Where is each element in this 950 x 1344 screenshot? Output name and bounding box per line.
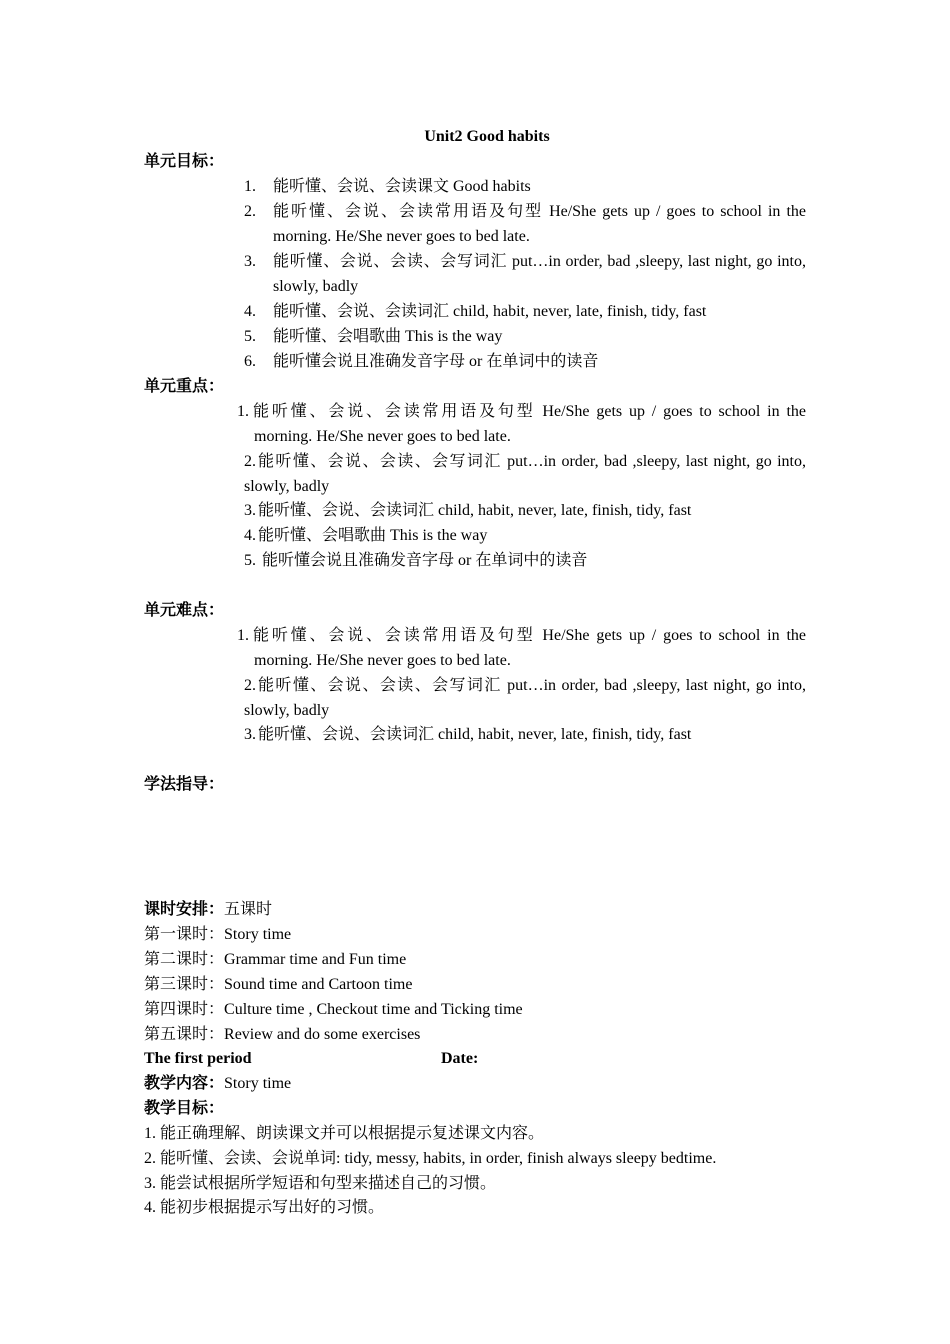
list-item-number: 6. [244,353,256,370]
list-item: 能听懂会说且准确发音字母 or 在单词中的读音 [273,353,599,370]
unit-difficulties-heading: 单元难点： [144,602,225,619]
period-label: 第三课时： [144,976,225,993]
list-item: 能听懂、会说、会读词汇 child, habit, never, late, finish, tidy, fast [258,502,692,519]
list-item: 能听懂、会唱歌曲 This is the way [273,328,503,345]
list-item: 能听懂、会说、会读词汇 child, habit, never, late, finish, tidy, fast [258,726,692,743]
period-value: Story time [224,926,292,943]
list-item-number: 4. [244,303,256,320]
list-item: 能听懂、会说、会读常用语及句型 He/She gets up / goes to school in the [273,203,806,220]
list-item: 能听懂、会唱歌曲 This is the way [258,527,488,544]
period-label: 第五课时： [144,1026,225,1043]
teaching-goals-heading: 教学目标： [144,1100,225,1117]
page-title: Unit2 Good habits [424,128,550,145]
study-guide-heading: 学法指导： [144,776,225,793]
list-item-continuation: slowly, badly [273,278,359,295]
list-item: 2. 能听懂、会读、会说单词: tidy, messy, habits, in order, finish always sleepy bedtime. [144,1150,717,1167]
period-row [144,1025,420,1045]
period-label: 第四课时： [144,1001,225,1018]
list-item: 1. 能正确理解、朗读课文并可以根据提示复述课文内容。 [144,1125,545,1142]
list-item-continuation: slowly, badly [244,702,330,719]
list-item-number: 2. [244,453,256,470]
schedule-line [144,900,272,920]
list-item-number: 3. [244,502,256,519]
list-item-continuation: slowly, badly [244,478,330,495]
unit-key-points-heading: 单元重点： [144,378,225,395]
list-item: 能听懂、会说、会读常用语及句型 He/She gets up / goes to school in the [253,403,806,420]
list-item: 能听懂、会说、会读、会写词汇 put…in order, bad ,sleepy, last night, go into, [258,677,806,694]
list-item-continuation: morning. He/She never goes to bed late. [254,428,511,445]
list-item-number: 5. [244,552,256,569]
period-label: 第二课时： [144,951,225,968]
list-item: 4. 能初步根据提示写出好的习惯。 [144,1199,385,1216]
period-row [144,950,406,970]
period-row [144,1000,523,1020]
list-item: 能听懂会说且准确发音字母 or 在单词中的读音 [258,552,588,569]
list-item: 能听懂、会说、会读常用语及句型 He/She gets up / goes to school in the [253,627,806,644]
unit-goals-heading: 单元目标： [144,153,225,170]
period-value: Sound time and Cartoon time [224,976,413,993]
list-item: 能听懂、会说、会读、会写词汇 put…in order, bad ,sleepy, last night, go into, [273,253,806,270]
period-value: Culture time , Checkout time and Ticking time [224,1001,523,1018]
list-item-number: 3. [244,726,256,743]
list-item-continuation: morning. He/She never goes to bed late. [254,652,511,669]
list-item: 能听懂、会说、会读课文 Good habits [273,178,531,195]
list-item-number: 1. [244,178,256,195]
teaching-content-line [144,1074,291,1094]
schedule-heading: 课时安排： [144,901,225,918]
list-item-number: 4. [244,527,256,544]
list-item: 能听懂、会说、会读词汇 child, habit, never, late, finish, tidy, fast [273,303,707,320]
period-label: 第一课时： [144,926,225,943]
list-item-number: 3. [244,253,256,270]
list-item-number: 2. [244,677,256,694]
list-item-number: 1. [237,403,249,420]
list-item-continuation: morning. He/She never goes to bed late. [273,228,530,245]
teaching-content-label: 教学内容： [144,1075,225,1092]
period-value: Review and do some exercises [224,1026,421,1043]
list-item-number: 2. [244,203,256,220]
schedule-value: 五课时 [224,901,273,918]
period-row [144,925,291,945]
first-period-title: The first period [144,1050,252,1067]
list-item-number: 1. [237,627,249,644]
list-item: 3. 能尝试根据所学短语和句型来描述自己的习惯。 [144,1175,497,1192]
list-item: 能听懂、会说、会读、会写词汇 put…in order, bad ,sleepy, last night, go into, [258,453,806,470]
period-value: Grammar time and Fun time [224,951,407,968]
list-item-number: 5. [244,328,256,345]
period-row [144,975,412,995]
teaching-content-value: Story time [224,1075,292,1092]
date-label: Date: [441,1050,479,1067]
